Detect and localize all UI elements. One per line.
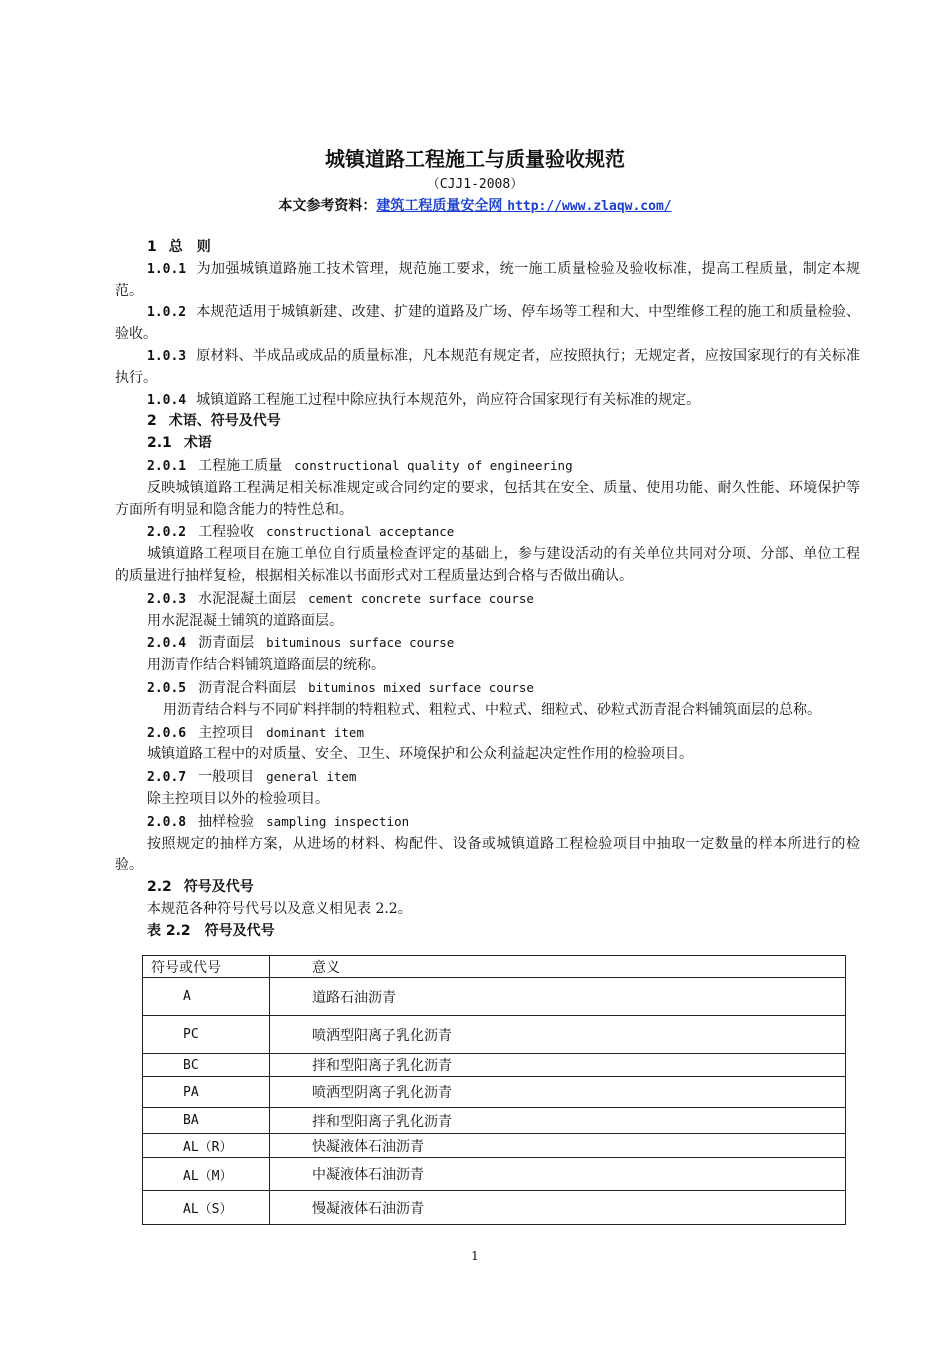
term-heading: 2.0.8 抽样检验 sampling inspection (147, 813, 410, 830)
reference-site: 建筑工程质量安全网 (376, 198, 503, 214)
term-heading: 2.0.5 沥青混合料面层 bituminos mixed surface course (147, 679, 534, 696)
table-row (143, 1054, 846, 1077)
clause-1-0-4: 1.0.4 城镇道路工程施工过程中除应执行本规范外，尚应符合国家现行有关标准的规定。 (147, 391, 701, 408)
table-row (143, 1016, 846, 1054)
table-row (143, 1191, 846, 1225)
table-cell-meaning: 喷洒型阴离子乳化沥青 (270, 1077, 846, 1108)
table-cell-meaning: 拌和型阳离子乳化沥青 (270, 1054, 846, 1077)
table-cell-meaning: 慢凝液体石油沥青 (270, 1191, 846, 1225)
table-header-cell: 意义 (270, 956, 846, 978)
reference-url: http://www.zlaqw.com/ (507, 199, 672, 214)
reference-label: 本文参考资料： (278, 198, 377, 214)
table-row (143, 1077, 846, 1108)
subsection-heading-2-1: 2.1 术语 (147, 435, 212, 452)
table-row (143, 978, 846, 1016)
term-heading: 2.0.4 沥青面层 bituminous surface course (147, 635, 455, 652)
section-heading-2: 2 术语、符号及代号 (147, 413, 281, 430)
symbols-table (142, 955, 846, 1225)
table-cell-symbol: AL（M） (143, 1158, 270, 1191)
reference-line (0, 195, 950, 215)
table-cell-symbol: PC (143, 1016, 270, 1054)
term-definition: 用沥青作结合料铺筑道路面层的统称。 (147, 657, 385, 674)
term-definition: 用水泥混凝土铺筑的道路面层。 (147, 612, 343, 629)
clause-1-0-3: 1.0.3 原材料、半成品或成品的质量标准，凡本规范有规定者，应按照执行；无规定者，应按国家现行的有关标准执行。 (115, 347, 860, 386)
subsection-heading-2-2: 2.2 符号及代号 (147, 879, 254, 896)
term-definition: 城镇道路工程中的对质量、安全、卫生、环境保护和公众利益起决定性作用的检验项目。 (147, 746, 693, 763)
table-cell-symbol: AL（R） (143, 1134, 270, 1158)
table-cell-meaning: 快凝液体石油沥青 (270, 1134, 846, 1158)
table-cell-symbol: PA (143, 1077, 270, 1108)
table-cell-meaning: 喷洒型阳离子乳化沥青 (270, 1016, 846, 1054)
term-definition: 按照规定的抽样方案，从进场的材料、构配件、设备或城镇道路工程检验项目中抽取一定数量的样本所进行的检验。 (115, 835, 860, 874)
table-cell-meaning: 道路石油沥青 (270, 978, 846, 1016)
document-body (115, 237, 860, 943)
term-definition: 城镇道路工程项目在施工单位自行质量检查评定的基础上，参与建设活动的有关单位共同对分项、分部、单位工程的质量进行抽样复检，根据相关标准以书面形式对工程质量达到合格与否做出确认。 (115, 546, 860, 584)
table-cell-meaning: 拌和型阳离子乳化沥青 (270, 1108, 846, 1134)
term-definition: 用沥青结合料与不同矿料拌制的特粗粒式、粗粒式、中粒式、细粒式、砂粒式沥青混合料铺筑面层的总称。 (163, 701, 821, 718)
reference-link[interactable] (376, 198, 671, 214)
document-title: 城镇道路工程施工与质量验收规范 (325, 147, 625, 171)
table-row (143, 1158, 846, 1191)
table-cell-symbol: A (143, 978, 270, 1016)
table-cell-symbol: BA (143, 1108, 270, 1134)
clause-1-0-1: 1.0.1 为加强城镇道路施工技术管理，规范施工要求，统一施工质量检验及验收标准，提高工程质量，制定本规范。 (115, 260, 860, 299)
table-row (143, 1108, 846, 1134)
table-cell-meaning: 中凝液体石油沥青 (270, 1158, 846, 1191)
term-heading: 2.0.7 一般项目 general item (147, 769, 357, 786)
table-row (143, 1134, 846, 1158)
page-number: 1 (471, 1249, 479, 1263)
term-heading: 2.0.3 水泥混凝土面层 cement concrete surface course (147, 590, 534, 607)
table-header-row (143, 956, 846, 978)
section-heading-1: 1 总 则 (147, 239, 211, 255)
standard-code: （CJJ1-2008） (426, 177, 524, 192)
table-cell-symbol: AL（S） (143, 1191, 270, 1225)
table-reference-text: 本规范各种符号代号以及意义相见表 2.2。 (147, 900, 412, 917)
term-heading: 2.0.6 主控项目 dominant item (147, 724, 364, 741)
table-cell-symbol: BC (143, 1054, 270, 1077)
term-definition: 除主控项目以外的检验项目。 (147, 790, 329, 807)
table-caption: 表 2.2 符号及代号 (147, 922, 275, 939)
term-heading: 2.0.2 工程验收 constructional acceptance (147, 524, 455, 541)
term-heading: 2.0.1 工程施工质量 constructional quality of engineering (147, 457, 573, 474)
clause-1-0-2: 1.0.2 本规范适用于城镇新建、改建、扩建的道路及广场、停车场等工程和大、中型维修工程的施工和质量检验、验收。 (115, 304, 860, 343)
table-header-cell: 符号或代号 (143, 956, 270, 978)
term-definition: 反映城镇道路工程满足相关标准规定或合同约定的要求，包括其在安全、质量、使用功能、耐久性能、环境保护等方面所有明显和隐含能力的特性总和。 (115, 479, 860, 518)
